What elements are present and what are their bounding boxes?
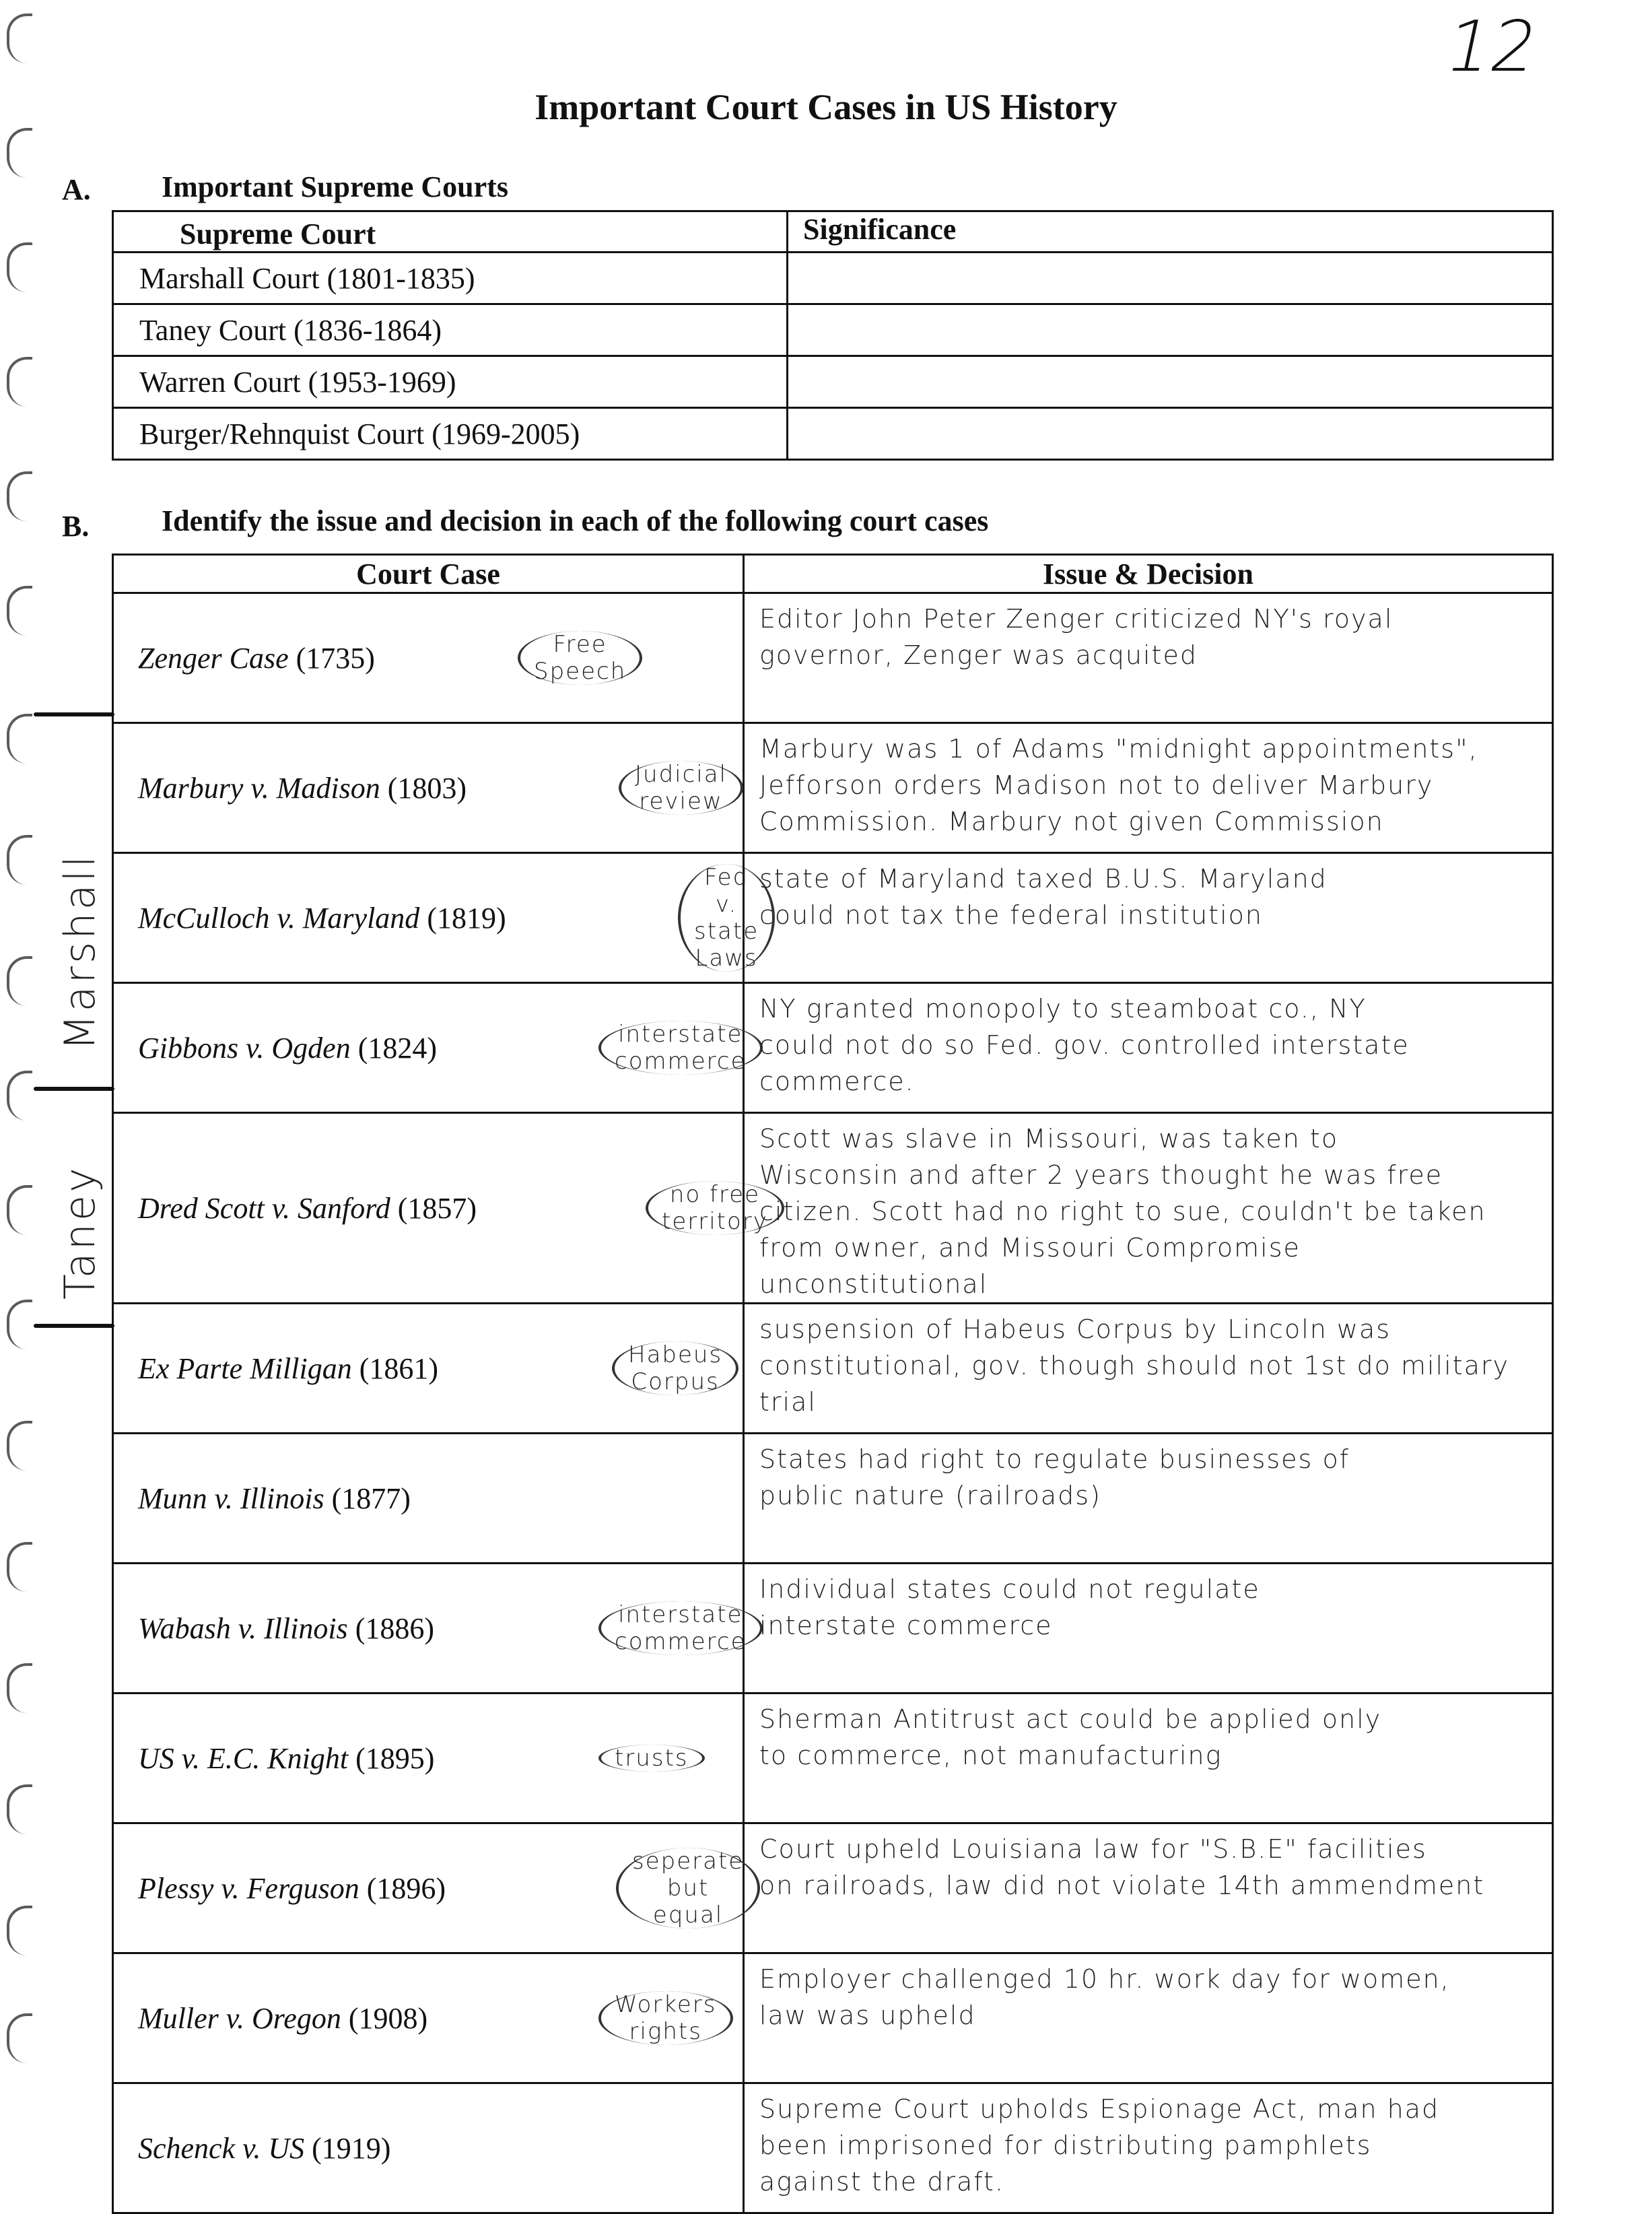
court-name: Taney Court (1836-1864) — [113, 304, 788, 356]
tag-line: Free — [553, 631, 607, 658]
case-name: Zenger Case — [138, 641, 289, 675]
case-cell — [113, 723, 744, 853]
case-cell — [113, 1823, 744, 1953]
issue-decision-cell — [744, 2083, 1553, 2213]
significance-cell — [788, 356, 1553, 408]
table-row — [113, 1304, 1553, 1434]
binder-ring — [7, 471, 32, 521]
tag-line: commerce — [615, 1628, 747, 1655]
issue-decision-cell — [744, 1693, 1553, 1823]
court-cases-table — [112, 554, 1554, 2214]
margin-note-taney: Taney — [55, 1165, 104, 1300]
tag-line: Fed v. — [703, 864, 749, 918]
binder-ring — [7, 1421, 32, 1471]
significance-cell — [788, 253, 1553, 304]
case-cell — [113, 1434, 744, 1564]
table-row — [113, 853, 1553, 983]
issue-decision-cell — [744, 853, 1553, 983]
handwritten-line: Scott was slave in Missouri, was taken to — [759, 1124, 1339, 1153]
case-year: (1857) — [397, 1191, 477, 1225]
handwritten-line: governor, Zenger was acquited — [759, 640, 1198, 670]
table-row — [113, 2083, 1553, 2213]
handwritten-line: been imprisoned for distributing pamphlets — [759, 2131, 1372, 2160]
tag-line: Laws — [695, 945, 758, 972]
significance-cell — [788, 408, 1553, 460]
issue-decision-cell — [744, 1113, 1553, 1304]
table-row — [113, 356, 1553, 408]
handwritten-line: suspension of Habeus Corpus by Lincoln was — [759, 1314, 1391, 1344]
handwritten-topic-tag — [616, 1848, 760, 1928]
column-header: Court Case — [113, 555, 744, 593]
case-name: Dred Scott v. Sanford — [138, 1191, 390, 1225]
binder-ring — [7, 1784, 32, 1834]
case-cell — [113, 2083, 744, 2213]
handwritten-line: States had right to regulate businesses of — [759, 1444, 1350, 1474]
binder-ring — [7, 2013, 32, 2063]
case-year: (1895) — [355, 1741, 435, 1775]
issue-decision-cell — [744, 1434, 1553, 1564]
table-row — [113, 593, 1553, 723]
table-header-row — [113, 211, 1553, 253]
binder-ring — [7, 714, 32, 764]
handwritten-line: public nature (railroads) — [759, 1481, 1101, 1510]
court-name: Marshall Court (1801-1835) — [113, 253, 788, 304]
case-name: Ex Parte Milligan — [138, 1351, 352, 1385]
tag-line: rights — [629, 2018, 702, 2045]
binder-ring — [7, 1663, 32, 1713]
case-year: (1877) — [331, 1481, 411, 1515]
page-number: 12 — [1439, 5, 1546, 88]
tag-line: interstate — [618, 1021, 743, 1048]
column-header: Supreme Court — [113, 211, 788, 253]
tag-line: Judicial — [635, 761, 728, 788]
tag-line: Corpus — [631, 1368, 720, 1395]
handwritten-line: could not tax the federal institution — [759, 900, 1263, 930]
tag-line: territory — [662, 1208, 768, 1235]
margin-divider — [34, 1087, 114, 1091]
binder-ring — [7, 835, 32, 885]
section-b-letter: B. — [62, 510, 90, 543]
binder-ring — [7, 357, 32, 407]
tag-line: trusts — [615, 1745, 689, 1772]
issue-decision-cell — [744, 983, 1553, 1113]
case-cell — [113, 853, 759, 983]
table-row — [113, 1434, 1553, 1564]
margin-note-marshall: Marshall — [55, 852, 104, 1050]
table-row — [113, 408, 1553, 460]
binder-ring — [7, 128, 32, 178]
table-row — [113, 253, 1553, 304]
issue-decision-cell — [744, 1564, 1553, 1693]
binder-ring — [7, 1071, 32, 1120]
case-name: Plessy v. Ferguson — [138, 1871, 359, 1905]
issue-decision-cell — [744, 1953, 1553, 2083]
tag-line: equal — [652, 1902, 724, 1928]
handwritten-line: Supreme Court upholds Espionage Act, man had — [759, 2094, 1440, 2124]
case-name: Muller v. Oregon — [138, 2001, 341, 2035]
tag-line: Workers — [615, 1991, 717, 2018]
case-year: (1819) — [427, 901, 506, 935]
case-name: McCulloch v. Maryland — [138, 901, 420, 935]
case-name: Marbury v. Madison — [138, 771, 380, 805]
handwritten-topic-tag — [612, 1341, 738, 1395]
binder-ring — [7, 242, 32, 292]
handwritten-topic-tag — [598, 1745, 705, 1772]
case-cell — [113, 983, 747, 1113]
table-row — [113, 1113, 1553, 1304]
issue-decision-cell — [744, 1304, 1553, 1434]
tag-line: no free — [669, 1181, 761, 1208]
section-b-heading: Identify the issue and decision in each of the following court cases — [162, 504, 989, 537]
handwritten-line: against the draft. — [759, 2167, 1004, 2196]
tag-line: Speech — [534, 658, 627, 685]
tag-line: review — [639, 788, 723, 815]
case-year: (1824) — [357, 1031, 438, 1065]
case-name: Munn v. Illinois — [138, 1481, 324, 1515]
tag-line: state — [694, 918, 759, 945]
handwritten-line: on railroads, law did not violate 14th ammendment — [759, 1871, 1485, 1900]
binder-ring — [7, 1300, 32, 1349]
handwritten-topic-tag — [598, 1021, 763, 1075]
case-name: US v. E.C. Knight — [138, 1741, 349, 1775]
margin-divider — [34, 1324, 114, 1328]
significance-cell — [788, 304, 1553, 356]
case-year: (1896) — [366, 1871, 446, 1905]
section-a-letter: A. — [62, 173, 91, 206]
table-row — [113, 1953, 1553, 2083]
handwritten-line: Marbury was 1 of Adams "midnight appointments", — [759, 734, 1478, 764]
table-row — [113, 1564, 1553, 1693]
tag-line: interstate — [618, 1601, 743, 1628]
supreme-courts-table — [112, 210, 1554, 461]
case-cell — [113, 1693, 744, 1823]
case-cell — [113, 1304, 744, 1434]
table-row — [113, 304, 1553, 356]
case-cell — [113, 1564, 747, 1693]
handwritten-line: state of Maryland taxed B.U.S. Maryland — [759, 864, 1328, 894]
table-row — [113, 983, 1553, 1113]
case-year: (1861) — [359, 1351, 439, 1385]
tag-line: seperate — [632, 1848, 745, 1875]
handwritten-line: constitutional, gov. though should not 1st do military trial — [759, 1351, 1509, 1417]
margin-divider — [34, 712, 114, 716]
case-cell — [113, 1113, 768, 1304]
handwritten-line: NY granted monopoly to steamboat co., NY — [759, 994, 1367, 1024]
tag-line: commerce — [615, 1048, 747, 1075]
handwritten-line: from owner, and Missouri Compromise unconstitutional — [759, 1233, 1301, 1299]
column-header: Issue & Decision — [744, 555, 1553, 593]
handwritten-line: to commerce, not manufacturing — [759, 1741, 1223, 1770]
handwritten-line: Employer challenged 10 hr. work day for women, — [759, 1964, 1450, 1994]
table-row — [113, 1693, 1553, 1823]
tag-line: Habeus — [628, 1341, 723, 1368]
handwritten-topic-tag — [598, 1991, 733, 2045]
case-year: (1908) — [348, 2001, 428, 2035]
table-row — [113, 723, 1553, 853]
issue-decision-cell — [744, 1823, 1553, 1953]
section-a-heading: Important Supreme Courts — [162, 170, 508, 203]
issue-decision-cell — [744, 723, 1553, 853]
column-header: Significance — [788, 211, 1553, 253]
handwritten-line: Court upheld Louisiana law for "S.B.E" facilities — [759, 1834, 1427, 1864]
case-name: Gibbons v. Ogden — [138, 1031, 351, 1065]
court-name: Burger/Rehnquist Court (1969-2005) — [113, 408, 788, 460]
handwritten-line: citizen. Scott had no right to sue, couldn't be taken — [759, 1197, 1486, 1226]
handwritten-topic-tag — [598, 1601, 763, 1655]
handwritten-line: Sherman Antitrust act could be applied only — [759, 1704, 1382, 1734]
handwritten-line: could not do so Fed. gov. controlled interstate — [759, 1030, 1410, 1060]
handwritten-line: Wisconsin and after 2 years thought he was free — [759, 1160, 1443, 1190]
handwritten-line: Individual states could not regulate — [759, 1574, 1260, 1604]
handwritten-line: interstate commerce — [759, 1611, 1053, 1640]
case-name: Schenck v. US — [138, 2131, 305, 2165]
binder-ring — [7, 1906, 32, 1955]
handwritten-line: law was upheld — [759, 2001, 976, 2030]
handwritten-line: Editor John Peter Zenger criticized NY's royal — [759, 604, 1393, 634]
handwritten-topic-tag — [518, 631, 642, 685]
page-title: Important Court Cases in US History — [535, 87, 1117, 127]
table-row — [113, 1823, 1553, 1953]
handwritten-line: Commission. Marbury not given Commission — [759, 807, 1384, 836]
case-cell — [113, 593, 744, 723]
binder-ring — [7, 13, 32, 63]
case-name: Wabash v. Illinois — [138, 1611, 348, 1645]
binder-ring — [7, 956, 32, 1006]
binder-ring — [7, 586, 32, 636]
case-year: (1886) — [355, 1611, 434, 1645]
handwritten-topic-tag — [619, 761, 743, 815]
handwritten-line: commerce. — [759, 1067, 915, 1096]
case-year: (1919) — [312, 2131, 391, 2165]
tag-line: but — [666, 1875, 710, 1902]
issue-decision-cell — [744, 593, 1553, 723]
case-year: (1803) — [387, 771, 467, 805]
binder-ring — [7, 1542, 32, 1592]
court-name: Warren Court (1953-1969) — [113, 356, 788, 408]
table-header-row — [113, 555, 1553, 593]
handwritten-line: Jefforson orders Madison not to deliver Marbury — [759, 770, 1434, 800]
case-year: (1735) — [296, 641, 375, 675]
binder-ring — [7, 1185, 32, 1235]
case-cell — [113, 1953, 744, 2083]
